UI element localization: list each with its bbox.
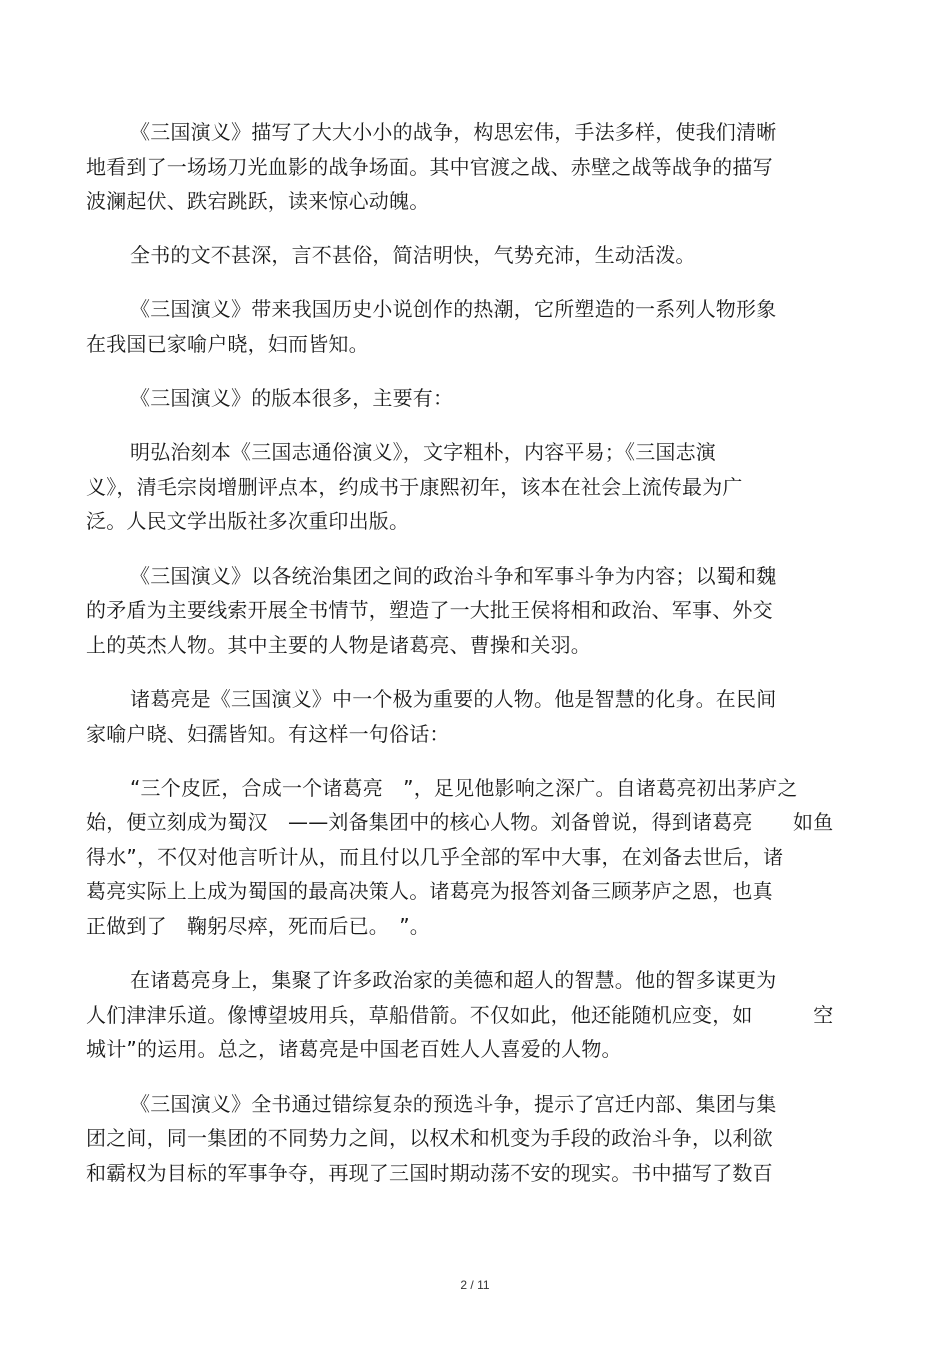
- paragraph-10-line-2: 团之间，同一集团的不同势力之间，以权术和机变为手段的政治斗争，以利欲: [86, 1126, 773, 1150]
- paragraph-1-line-1: 《三国演义》描写了大大小小的战争，构思宏伟，手法多样，使我们清晰: [130, 120, 777, 144]
- paragraph-8-line-1: “三个皮匠，合成一个诸葛亮 ”，足见他影响之深广。自诸葛亮初出茅庐之: [130, 776, 798, 800]
- page-indicator: 2 / 11: [460, 1278, 490, 1292]
- paragraph-7-line-2: 家喻户晓、妇孺皆知。有这样一句俗话：: [86, 722, 450, 746]
- paragraph-6-line-2: 的矛盾为主要线索开展全书情节，塑造了一大批王侯将相和政治、军事、外交: [86, 598, 773, 622]
- paragraph-8-line-5: 正做到了 鞠躬尽瘁，死而后已。 ”。: [86, 914, 430, 938]
- paragraph-7-line-1: 诸葛亮是《三国演义》中一个极为重要的人物。他是智慧的化身。在民间: [130, 687, 777, 711]
- paragraph-5-line-3: 泛。人民文学出版社多次重印出版。: [86, 509, 410, 533]
- paragraph-9-line-1: 在诸葛亮身上，集聚了许多政治家的美德和超人的智慧。他的智多谋更为: [130, 968, 777, 992]
- paragraph-5-line-1: 明弘治刻本《三国志通俗演义》，文字粗朴，内容平易；《三国志演: [130, 440, 716, 464]
- paragraph-4-line-1: 《三国演义》的版本很多，主要有：: [130, 386, 454, 410]
- paragraph-9-line-2: 人们津津乐道。像博望坡用兵，草船借箭。不仅如此，他还能随机应变，如 空: [86, 1003, 834, 1027]
- paragraph-8-line-4: 葛亮实际上上成为蜀国的最高决策人。诸葛亮为报答刘备三顾茅庐之恩，也真: [86, 879, 773, 903]
- paragraph-5-line-2: 义》，清毛宗岗增删评点本，约成书于康熙初年，该本在社会上流传最为广: [86, 475, 743, 499]
- paragraph-9-line-3: 城计”的运用。总之，诸葛亮是中国老百姓人人喜爱的人物。: [86, 1037, 622, 1061]
- paragraph-6-line-1: 《三国演义》以各统治集团之间的政治斗争和军事斗争为内容；以蜀和魏: [130, 564, 777, 588]
- paragraph-1-line-2: 地看到了一场场刀光血影的战争场面。其中官渡之战、赤壁之战等战争的描写: [86, 155, 773, 179]
- paragraph-2-line-1: 全书的文不甚深，言不甚俗，简洁明快，气势充沛，生动活泼。: [130, 243, 696, 267]
- paragraph-6-line-3: 上的英杰人物。其中主要的人物是诸葛亮、曹操和关羽。: [86, 633, 591, 657]
- paragraph-8-line-3: 得水”，不仅对他言听计从，而且付以几乎全部的军中大事，在刘备去世后，诸: [86, 845, 784, 869]
- paragraph-3-line-1: 《三国演义》带来我国历史小说创作的热潮，它所塑造的一系列人物形象: [130, 297, 777, 321]
- paragraph-10-line-3: 和霸权为目标的军事争夺，再现了三国时期动荡不安的现实。书中描写了数百: [86, 1161, 773, 1185]
- paragraph-1-line-3: 波澜起伏、跌宕跳跃，读来惊心动魄。: [86, 189, 430, 213]
- paragraph-8-line-2: 始，便立刻成为蜀汉 ——刘备集团中的核心人物。刘备曾说，得到诸葛亮 如鱼: [86, 810, 834, 834]
- paragraph-3-line-2: 在我国已家喻户晓，妇而皆知。: [86, 332, 369, 356]
- paragraph-10-line-1: 《三国演义》全书通过错综复杂的预选斗争，提示了宫迁内部、集团与集: [130, 1092, 777, 1116]
